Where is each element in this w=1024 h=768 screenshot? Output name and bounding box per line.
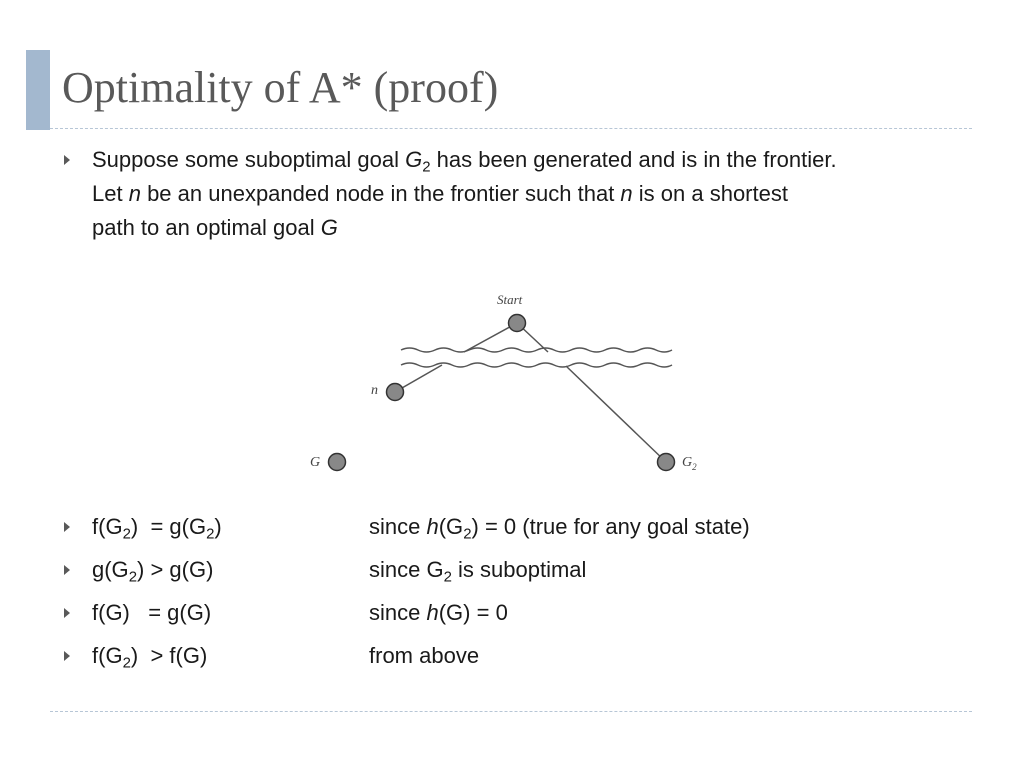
title-divider [50, 128, 972, 129]
bullet-icon [64, 565, 70, 575]
edge-to-g2 [566, 366, 666, 462]
title-accent-bar [26, 50, 50, 130]
search-tree-diagram [296, 288, 716, 488]
g-node [329, 454, 346, 471]
proof-line-3: f(G) = g(G) since h(G) = 0 [92, 598, 211, 628]
start-label: Start [497, 292, 523, 307]
bullet-icon [64, 608, 70, 618]
frontier-wave-upper [401, 348, 672, 352]
g-label: G [310, 455, 321, 470]
proof-line-1: $f(G_2) = g(G_2)$ since $h(G_2) = 0$ (true for any goal state) [92, 514, 750, 543]
bullet-icon [64, 155, 70, 165]
proof-line-4: $f(G_2) > f(G)$ from above [92, 643, 480, 672]
proof-line-4-reason: from above [369, 643, 480, 668]
n-label: n [371, 383, 378, 398]
start-node [509, 315, 526, 332]
proof-line-2-reason: since $G_2$ is suboptimal [369, 557, 587, 586]
intro-paragraph: Suppose some suboptimal goal $G_2$ has been generated and is in the frontier. Let n be an unexpanded node in the frontier such that n is on a shortest path to an optimal goal G [92, 147, 837, 240]
proof-line-2: $g(G_2) > g(G)$ since $G_2$ is suboptimal [92, 557, 587, 586]
proof-line-1-reason: since $h(G_2) = 0$ (true for any goal state) [369, 514, 750, 543]
proof-line-3-reason: since h(G) = 0 [369, 600, 508, 625]
g2-label: $G_2$ [682, 455, 697, 472]
footer-divider [50, 711, 972, 712]
n-node [387, 384, 404, 401]
g2-node [658, 454, 675, 471]
bullet-icon [64, 651, 70, 661]
slide-title: Optimality of A* (proof) [62, 63, 499, 112]
bullet-icon [64, 522, 70, 532]
